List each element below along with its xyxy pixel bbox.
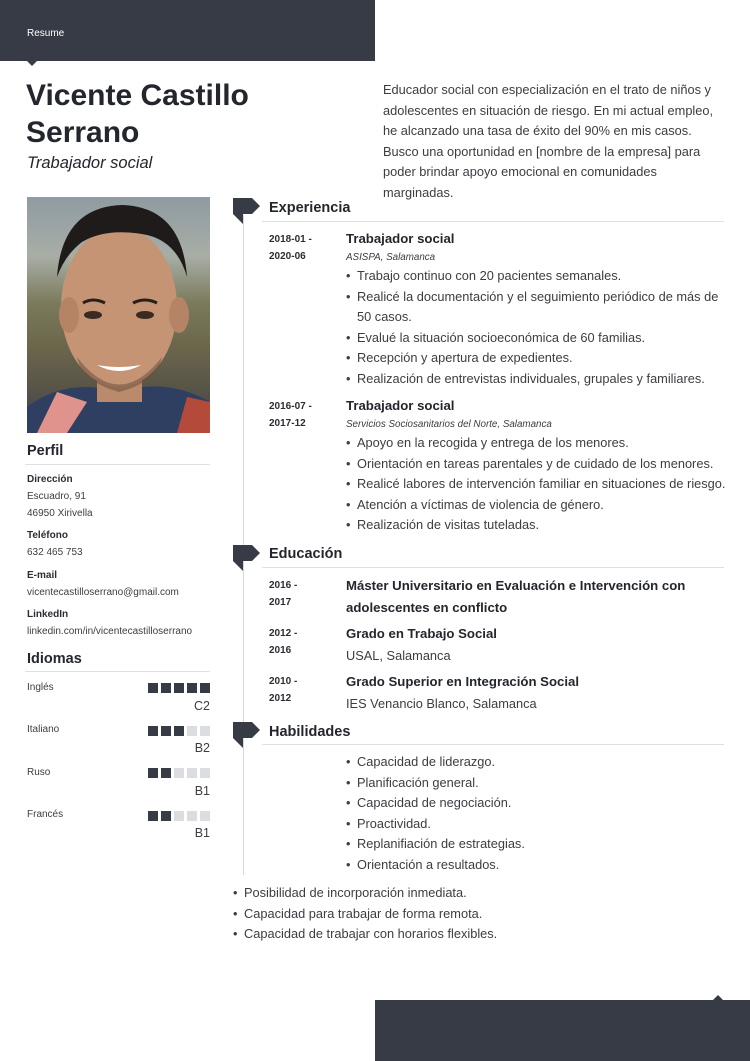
linkedin-label: LinkedIn bbox=[27, 609, 69, 620]
experience-heading: Experiencia bbox=[269, 200, 351, 216]
section-flag-icon bbox=[233, 722, 260, 748]
list-item: • Recepción y apertura de expedientes. bbox=[346, 348, 726, 369]
languages-divider bbox=[25, 671, 210, 672]
email-label: E-mail bbox=[27, 570, 58, 581]
education-degree: Máster Universitario en Evaluación e Intervención con adolescentes en conflicto bbox=[346, 578, 686, 615]
education-dates: 2010 - 2012 bbox=[269, 676, 298, 704]
experience-dates: 2018-01 - 2020-06 bbox=[269, 234, 312, 262]
skills-overflow-list bbox=[233, 883, 713, 945]
list-item: • Realización de visitas tuteladas. bbox=[346, 515, 726, 536]
language-level: B1 bbox=[194, 784, 210, 798]
list-item: • Orientación a resultados. bbox=[346, 855, 726, 876]
header-notch bbox=[27, 61, 37, 66]
phone-label: Teléfono bbox=[27, 530, 68, 541]
experience-company: Servicios Sociosanitarios del Norte, Salamanca bbox=[346, 419, 552, 430]
list-item: • Atención a víctimas de violencia de género. bbox=[346, 495, 726, 516]
skills-heading: Habilidades bbox=[269, 724, 351, 740]
header-bar bbox=[0, 0, 375, 61]
footer-bar bbox=[375, 1000, 750, 1061]
language-name: Francés bbox=[27, 809, 64, 820]
list-item: • Posibilidad de incorporación inmediata. bbox=[233, 883, 713, 904]
education-dates: 2016 - 2017 bbox=[269, 580, 298, 608]
education-divider bbox=[262, 567, 724, 568]
address-line2: 46950 Xirivella bbox=[27, 508, 93, 519]
language-name: Inglés bbox=[27, 682, 54, 693]
list-item: • Trabajo continuo con 20 pacientes semanales. bbox=[346, 266, 726, 287]
email-link[interactable]: vicentecastilloserrano@gmail.com bbox=[27, 587, 179, 598]
list-item: • Realización de entrevistas individuales, grupales y familiares. bbox=[346, 369, 726, 390]
job-title: Trabajador social bbox=[27, 154, 153, 172]
list-item: • Capacidad de negociación. bbox=[346, 793, 726, 814]
skills-divider bbox=[262, 744, 724, 745]
list-item: • Capacidad para trabajar de forma remota. bbox=[233, 904, 713, 925]
list-item: • Capacidad de liderazgo. bbox=[346, 752, 726, 773]
experience-role: Trabajador social bbox=[346, 231, 455, 246]
language-level-bar bbox=[148, 683, 210, 693]
linkedin-link[interactable]: linkedin.com/in/vicentecastilloserrano bbox=[27, 626, 193, 637]
experience-dates: 2016-07 - 2017-12 bbox=[269, 401, 312, 429]
section-flag-icon bbox=[233, 198, 260, 224]
education-institution: IES Venancio Blanco, Salamanca bbox=[346, 696, 537, 711]
address-label: Dirección bbox=[27, 474, 73, 485]
education-institution: USAL, Salamanca bbox=[346, 648, 451, 663]
language-level: B2 bbox=[194, 741, 210, 755]
resume-label: Resume bbox=[27, 28, 65, 39]
education-degree: Grado en Trabajo Social bbox=[346, 626, 497, 641]
education-dates: 2012 - 2016 bbox=[269, 628, 298, 656]
language-level-bar bbox=[148, 726, 210, 736]
language-level-bar bbox=[148, 768, 210, 778]
education-degree: Grado Superior en Integración Social bbox=[346, 674, 580, 689]
language-level-bar bbox=[148, 811, 210, 821]
section-flag-icon bbox=[233, 545, 260, 571]
education-heading: Educación bbox=[269, 546, 343, 562]
list-item: • Capacidad de trabajar con horarios flexibles. bbox=[233, 924, 713, 945]
list-item: • Evalué la situación socioeconómica de 60 familias. bbox=[346, 328, 726, 349]
phone-value: 632 465 753 bbox=[27, 547, 83, 558]
profile-divider bbox=[25, 464, 210, 465]
language-level: B1 bbox=[194, 826, 210, 840]
experience-company: ASISPA, Salamanca bbox=[346, 252, 436, 263]
list-item: • Realicé la documentación y el seguimiento periódico de más de 50 casos. bbox=[346, 287, 726, 328]
profile-heading: Perfil bbox=[27, 443, 64, 459]
experience-divider bbox=[262, 221, 724, 222]
list-item: • Apoyo en la recogida y entrega de los menores. bbox=[346, 433, 726, 454]
skills-list bbox=[346, 752, 726, 876]
profile-photo bbox=[27, 197, 210, 433]
candidate-name: Vicente Castillo Serrano bbox=[26, 79, 249, 149]
experience-role: Trabajador social bbox=[346, 398, 455, 413]
summary-text: Educador social con especialización en el trato de niños y adolescentes en situación de riesgo. En mi actual empleo, he alcanzado una tasa de éxito del 90% en mis casos. Busco una oportunidad en [nombre de la empresa] para poder brindar apoyo emocional en comunidades marginadas. bbox=[383, 82, 714, 200]
language-name: Italiano bbox=[27, 724, 60, 735]
list-item: • Planificación general. bbox=[346, 773, 726, 794]
experience-bullets bbox=[346, 266, 726, 390]
list-item: • Orientación en tareas parentales y de cuidado de los menores. bbox=[346, 454, 726, 475]
language-name: Ruso bbox=[27, 767, 51, 778]
language-level: C2 bbox=[194, 699, 210, 713]
list-item: • Proactividad. bbox=[346, 814, 726, 835]
experience-bullets bbox=[346, 433, 726, 536]
list-item: • Replanifiación de estrategias. bbox=[346, 834, 726, 855]
list-item: • Realicé labores de intervención familiar en situaciones de riesgo. bbox=[346, 474, 726, 495]
languages-heading: Idiomas bbox=[27, 651, 82, 667]
address-line1: Escuadro, 91 bbox=[27, 491, 86, 502]
footer-notch bbox=[713, 995, 723, 1000]
